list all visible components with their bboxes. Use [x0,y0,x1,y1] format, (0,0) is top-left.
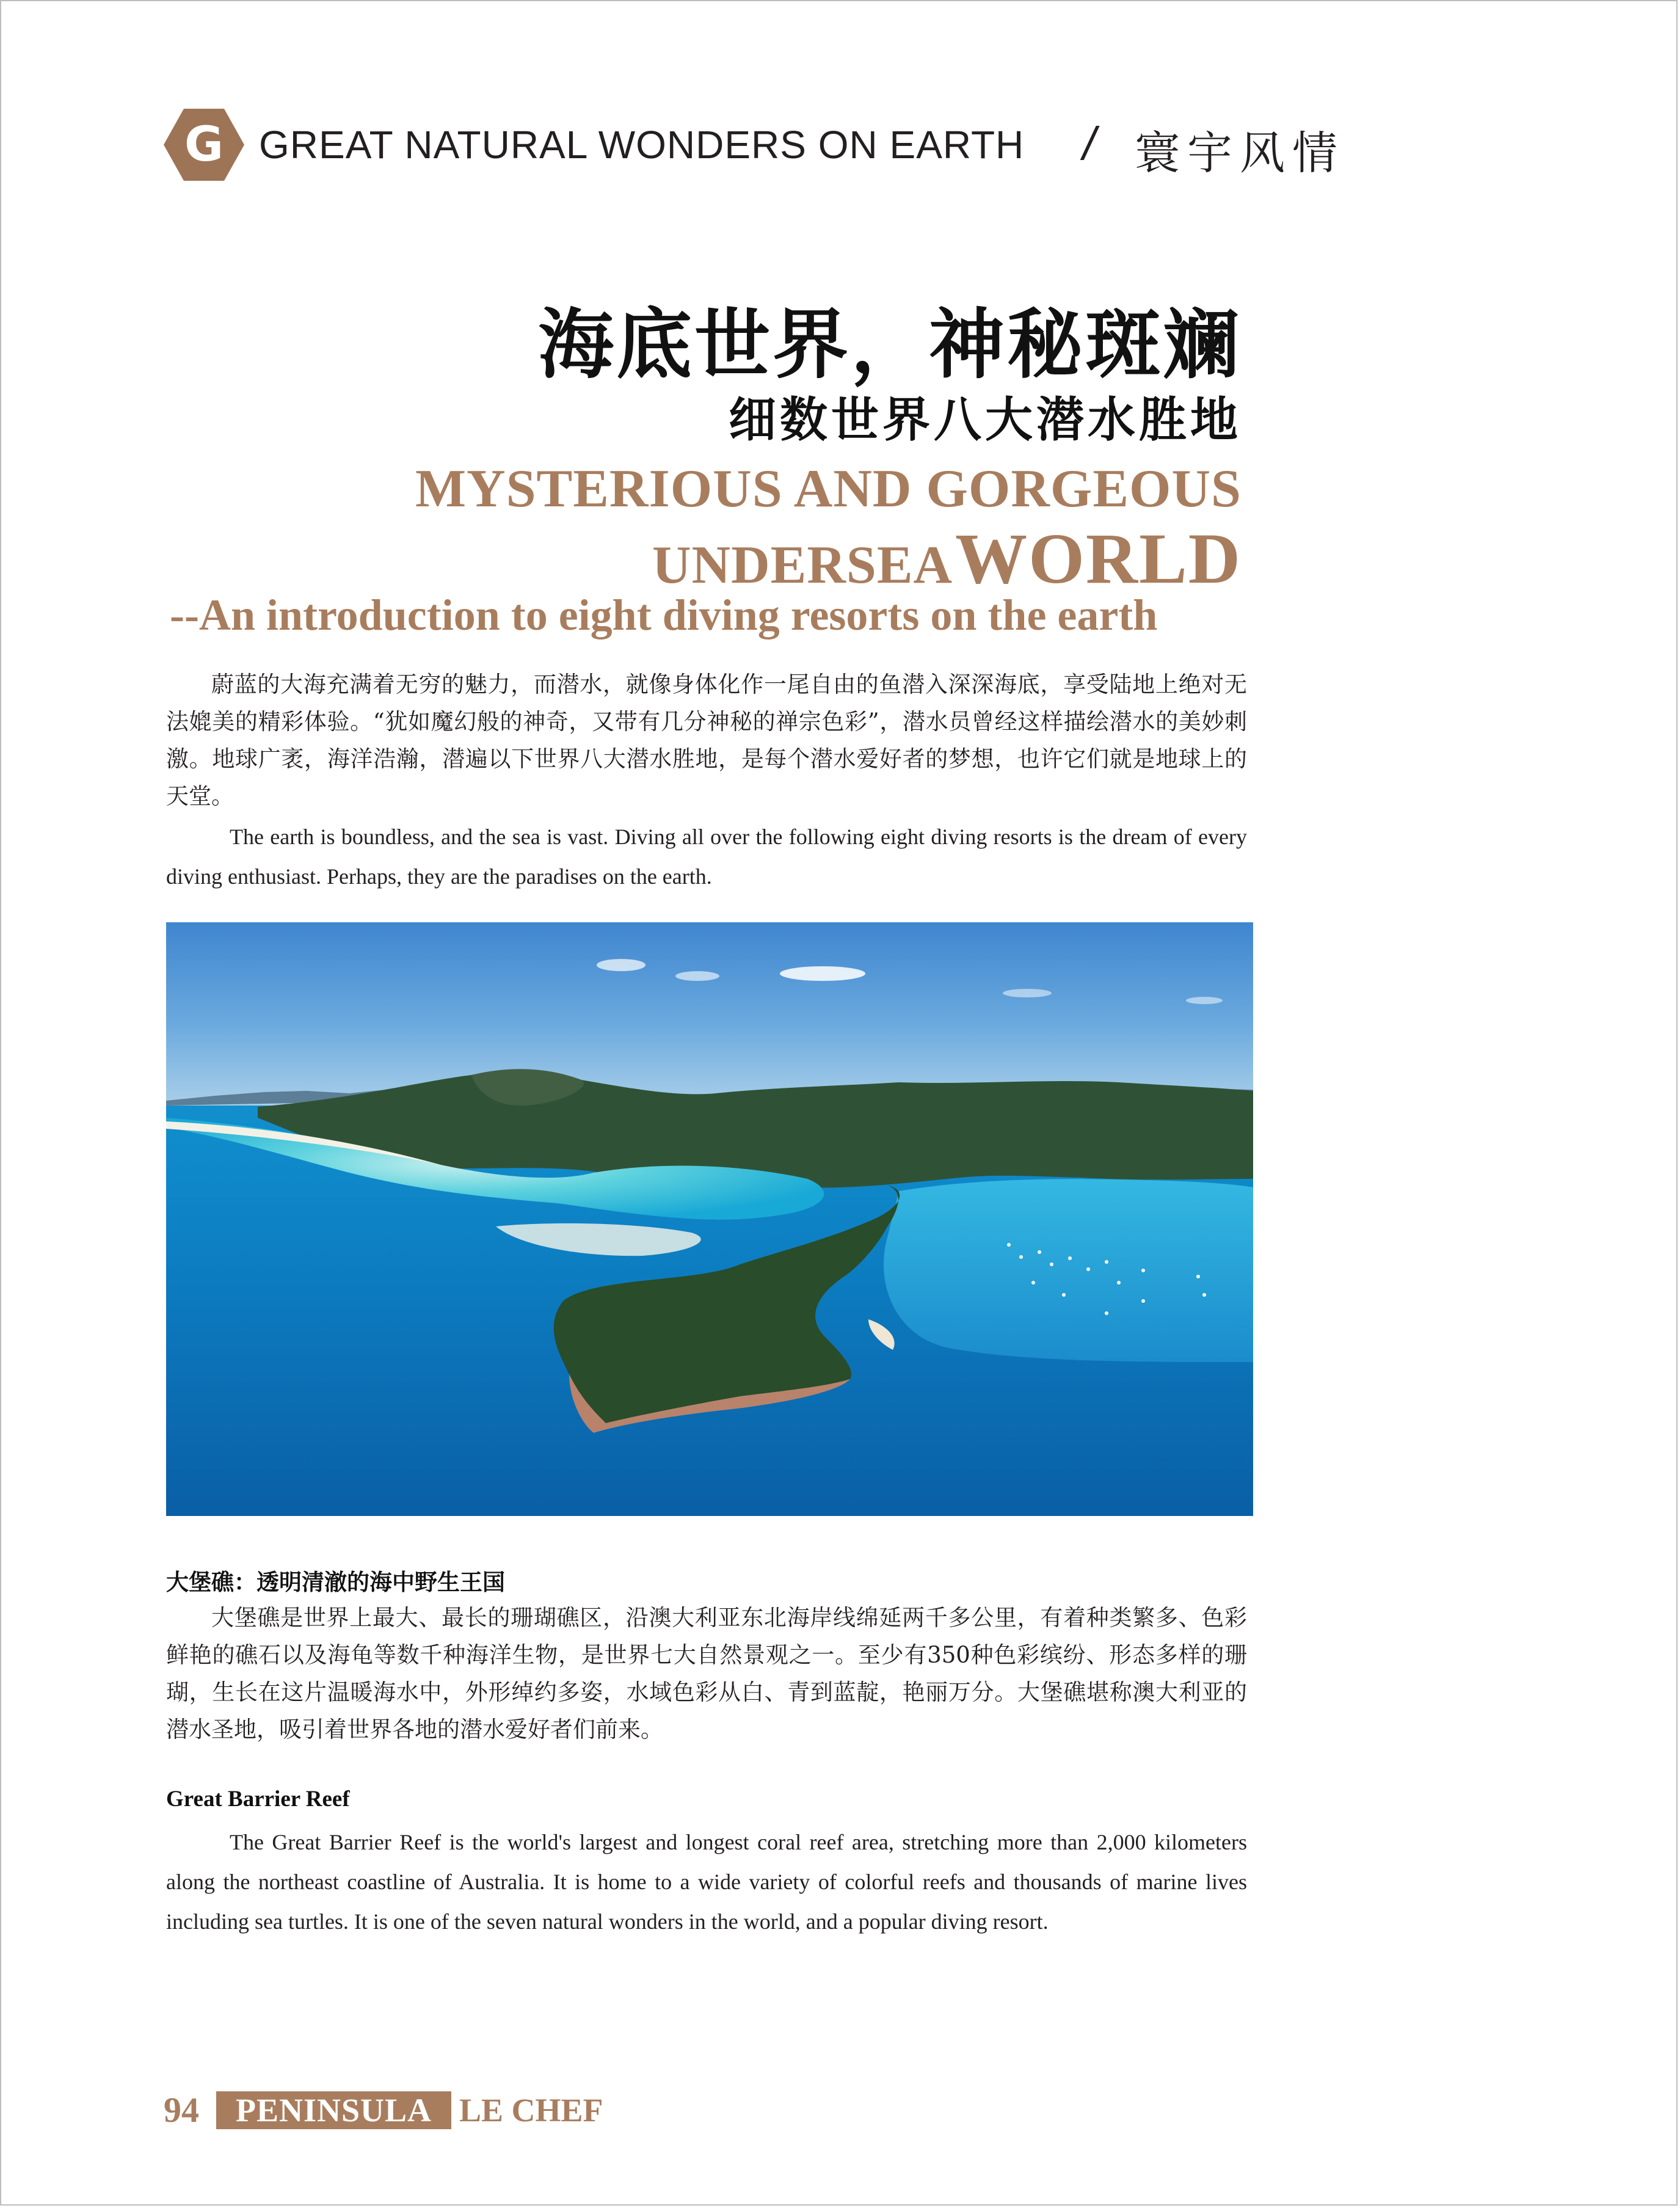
article-subtitle-en: --An introduction to eight diving resorts on the earth [170,591,1158,639]
magazine-name: PENINSULA [216,2091,451,2129]
section-paragraph-cn: 大堡礁是世界上最大、最长的珊瑚礁区，沿澳大利亚东北海岸线绵延两千多公里，有着种类繁多、色彩鲜艳的礁石以及海龟等数千种海洋生物，是世界七大自然景观之一。至少有350种色彩缤纷、形态多样的珊瑚，生长在这片温暖海水中，外形绰约多姿，水域色彩从白、青到蓝靛，艳丽万分。大堡礁堪称澳大利亚的潜水圣地，吸引着世界各地的潜水爱好者们前来。 [166,1605,1247,1743]
magazine-tail: LE CHEF [459,2092,603,2129]
section-heading-en: Great Barrier Reef [166,1787,350,1812]
bay [884,1179,1253,1362]
page-number: 94 [164,2090,199,2130]
article-title-en-line1: MYSTERIOUS AND GORGEOUS [415,459,1242,519]
article-title-block [415,299,1242,616]
intro-paragraph-en: The earth is boundless, and the sea is vast. Diving all over the following eight diving resorts is the dream of every diving enthusiast. Perhaps, they are the paradises on the earth. [166,825,1247,889]
section-header [164,109,1385,188]
article-subtitle-cn: 细数世界八大潜水胜地 [728,392,1242,448]
article-title-en-world: WORLD [955,519,1242,599]
intro-paragraph-cn: 蔚蓝的大海充满着无穷的魅力，而潜水，就像身体化作一尾自由的鱼潜入深深海底，享受陆地上绝对无法媲美的精彩体验。“犹如魔幻般的神奇，又带有几分神秘的禅宗色彩”，潜水员曾经这样描绘潜水的美妙刺激。地球广袤，海洋浩瀚，潜遍以下世界八大潜水胜地，是每个潜水爱好者的梦想，也许它们就是地球上的天堂。 [166,671,1247,809]
section-paragraph-en: The Great Barrier Reef is the world's largest and longest coral reef area, stretching more than 2,000 kilometers along the northeast coastline of Australia. It is home to a wide variety of colorful reefs and thousands of marine lives including sea turtles. It is one of the seven natural wonders in the world, and a popular diving resort. [166,1830,1247,1934]
photo-illustration [166,922,1253,1516]
article-title-cn: 海底世界，神秘斑斓 [537,301,1242,389]
section-separator: / [1083,118,1096,170]
cloud [780,966,865,981]
sky [166,922,1253,1106]
section-title-en: GREAT NATURAL WONDERS ON EARTH [259,123,1025,167]
page-footer [164,2089,652,2132]
aerial-island-lagoon-photo [166,922,1253,1516]
badge-letter: G [184,117,224,172]
cloud [1186,997,1223,1004]
cloud [1003,989,1052,997]
article-title-en-undersea: UNDERSEA [652,536,953,595]
section-title-cn: 寰宇风情 [1135,127,1345,180]
cloud [597,959,645,971]
cloud [675,971,719,981]
section-heading-cn: 大堡礁：透明清澈的海中野生王国 [166,1569,505,1595]
